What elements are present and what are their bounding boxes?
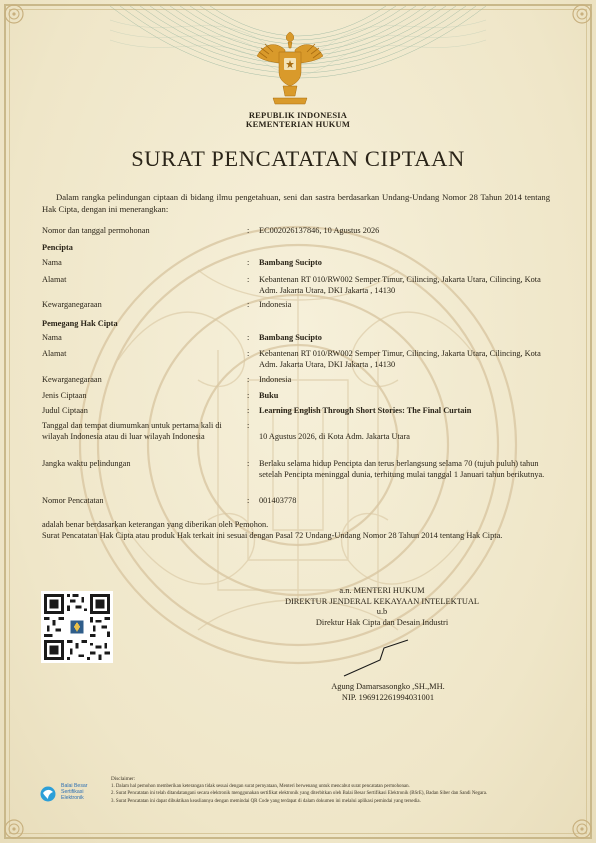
closing-statement [42,519,550,541]
creator-section-heading: Pencipta [42,243,73,252]
bsre-logo-text [61,784,88,801]
holder-nationality: Indonesia [259,375,292,384]
work-title-label: Judul Ciptaan [42,406,88,415]
disclaimer-notes [111,776,561,805]
corner-ornament-top-left [3,3,25,25]
colon: : [247,275,250,284]
application-value: EC002026137846, 10 Agustus 2026 [259,226,380,235]
colon: : [247,258,250,267]
colon: : [247,421,250,430]
work-title: Learning English Through Short Stories: The Final Curtain [259,406,472,415]
country-heading: REPUBLIK INDONESIA [248,110,348,120]
qr-code[interactable] [41,591,113,663]
holder-nationality-label: Kewarganegaraan [42,375,102,384]
director-line: Direktur Hak Cipta dan Desain Industri [315,617,449,627]
ministry-heading: KEMENTERIAN HUKUM [245,119,351,129]
closing-line-2: Surat Pencatatan Hak Cipta atau produk Hak terkait ini sesuai dengan Pasal 72 Undang-Undang Nomor 28 Tahun 2014 tentang Hak Cipta. [42,531,503,541]
ub-line: u.b [376,607,388,616]
holder-address: Kebantenan RT 010/RW002 Semper Timur, Cilincing, Jakarta Utara, Cilincing, Kota Adm. Jakarta Utara, DKI Jakarta , 14130 [259,349,541,369]
term-value: Berlaku selama hidup Pencipta dan terus berlangsung selama 70 (tujuh puluh) tahun setelah Pencipta meninggal dunia, terhitung mulai tanggal 1 Januari tahun berikutnya. [259,459,545,479]
signature-block [262,586,502,628]
signer-block [313,681,463,703]
colon: : [247,496,250,505]
on-behalf-line: a.n. MENTERI HUKUM [339,586,425,595]
corner-ornament-bottom-left [3,818,25,840]
garuda-emblem [255,28,325,106]
bsre-line-3: Elektronik [61,794,84,801]
colon: : [247,391,250,400]
holder-address-label: Alamat [42,349,67,358]
document-title: SURAT PENCATATAN CIPTAAN [131,146,465,171]
work-type-label: Jenis Ciptaan [42,391,87,400]
corner-ornament-bottom-right [571,818,593,840]
creator-name: Bambang Sucipto [259,258,322,267]
colon: : [247,226,250,235]
bsre-line-2: Sertifikasi [61,788,84,795]
colon: : [247,459,250,468]
signature-mark [340,638,410,678]
published-label: Tanggal dan tempat diumumkan untuk pertama kali di wilayah Indonesia atau di luar wilayah Indonesia [42,421,222,441]
creator-address-label: Alamat [42,275,67,284]
creator-name-label: Nama [42,258,62,267]
colon: : [247,349,250,358]
office-line: DIREKTUR JENDERAL KEKAYAAN INTELEKTUAL [284,596,480,606]
colon: : [247,333,250,342]
term-label: Jangka waktu pelindungan [42,459,131,468]
published-value: 10 Agustus 2026, di Kota Adm. Jakarta Utara [259,432,410,441]
holder-name-label: Nama [42,333,62,342]
disclaimer-item: 1. Dalam hal pemohon memberikan keterangan tidak sesuai dengan surat pernyataan, Menteri berwenang untuk mencabut surat pencatatan permohonan. [111,784,410,790]
record-number: 001403778 [259,496,297,505]
closing-line-1: adalah benar berdasarkan keterangan yang diberikan oleh Pemohon. [42,520,269,529]
record-number-label: Nomor Pencatatan [42,496,104,505]
disclaimer-item: 2. Surat Pencatatan ini telah ditandatangani secara elektronik menggunakan sertifikat elektronik yang diterbitkan oleh Balai Besar Sertifikasi Elektronik (BSrE), Badan Siber dan Sandi Negara. [111,791,488,797]
colon: : [247,406,250,415]
disclaimer-heading: Disclaimer: [111,776,136,782]
signer-name: Agung Damarsasongko ,SH.,MH. [331,682,445,691]
creator-nationality-label: Kewarganegaraan [42,300,102,309]
work-type: Buku [259,391,279,400]
disclaimer-item: 3. Surat Pencatatan ini dapat dibuktikan keasliannya dengan memindai QR Code yang terdapat di dalam dokumen ini melalui aplikasi pemindai yang tersedia. [111,798,421,804]
holder-section-heading: Pemegang Hak Cipta [42,319,118,328]
intro-paragraph: Dalam rangka pelindungan ciptaan di bidang ilmu pengetahuan, seni dan sastra berdasarkan Undang-Undang Nomor 28 Tahun 2014 tentang Hak Cipta, dengan ini menerangkan: [42,192,550,214]
creator-nationality: Indonesia [259,300,292,309]
bsre-line-1: Balai Besar [61,783,88,789]
application-label: Nomor dan tanggal permohonan [42,226,150,235]
holder-name: Bambang Sucipto [259,333,322,342]
creator-address: Kebantenan RT 010/RW002 Semper Timur, Cilincing, Jakarta Utara, Cilincing, Kota Adm. Jakarta Utara, DKI Jakarta , 14130 [259,275,541,295]
colon: : [247,300,250,309]
corner-ornament-top-right [571,3,593,25]
colon: : [247,375,250,384]
signer-nip: NIP. 196912261994031001 [341,693,435,702]
